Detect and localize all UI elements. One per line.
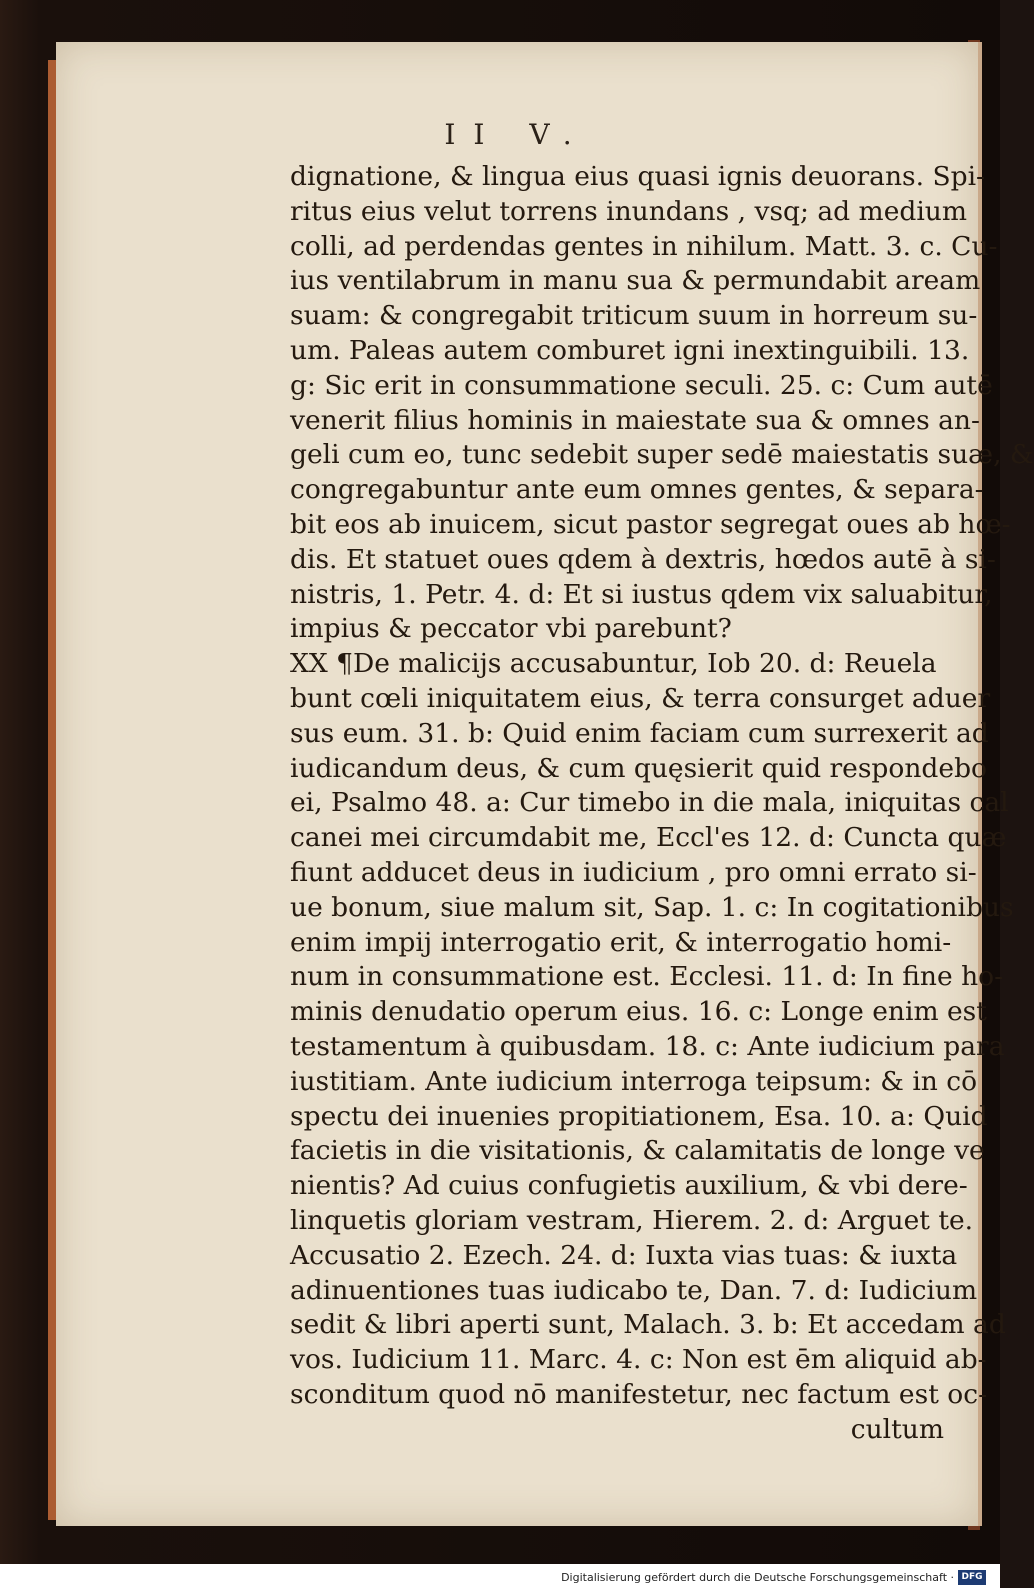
page-body — [290, 160, 1034, 1447]
dfg-logo-icon: DFG — [958, 1570, 986, 1585]
footer-credit: Digitalisierung gefördert durch die Deutsche Forschungsgemeinschaft · — [561, 1571, 954, 1584]
text-line: ritus eius velut torrens inundans , vsq; ad medium — [290, 195, 968, 227]
text-line: ei, Psalmo 48. a: Cur timebo in die mala, iniquitas cal — [290, 787, 1009, 819]
text-line: minis denudatio operum eius. 16. c: Longe enim est — [290, 996, 987, 1028]
text-line: geli cum eo, tunc sedebit super sedē maiestatis suæ, & — [290, 439, 1034, 471]
text-line: bit eos ab inuicem, sicut pastor segregat oues ab hœ- — [290, 508, 1011, 540]
page-header: II V. — [444, 118, 590, 151]
footer-bar — [0, 1564, 1000, 1588]
text-line: um. Paleas autem comburet igni inextinguibili. 13. — [290, 334, 970, 366]
text-line: colli, ad perdendas gentes in nihilum. Matt. 3. c. Cu- — [290, 230, 998, 262]
text-line: congregabuntur ante eum omnes gentes, & separa- — [290, 474, 984, 506]
text-line: linquetis gloriam vestram, Hierem. 2. d: Arguet te. — [290, 1204, 974, 1236]
text-line: adinuentiones tuas iudicabo te, Dan. 7. d: Iudicium — [290, 1274, 978, 1306]
text-line: num in consummatione est. Ecclesi. 11. d: In fine ho- — [290, 961, 1004, 993]
text-line: fiunt adducet deus in iudicium , pro omni errato si- — [290, 856, 977, 888]
text-line: sus eum. 31. b: Quid enim faciam cum surrexerit ad — [290, 717, 989, 749]
text-line: facietis in die visitationis, & calamitatis de longe ve — [290, 1135, 985, 1167]
text-line: venerit filius hominis in maiestate sua & omnes an- — [290, 404, 980, 436]
text-line: nistris, 1. Petr. 4. d: Et si iustus qdem vix saluabitur, — [290, 578, 993, 610]
text-line: iudicandum deus, & cum quęsierit quid respondebo — [290, 752, 987, 784]
text-line: impius & peccator vbi parebunt? — [290, 613, 732, 645]
text-line: spectu dei inuenies propitiationem, Esa. 10. a: Quid — [290, 1100, 988, 1132]
text-line: XX ¶De malicijs accusabuntur, Iob 20. d: Reuela — [290, 648, 937, 680]
catchword: cultum — [850, 1413, 944, 1445]
text-line: ue bonum, siue malum sit, Sap. 1. c: In cogitationibus — [290, 891, 1014, 923]
text-line: dignatione, & lingua eius quasi ignis deuorans. Spi- — [290, 161, 986, 192]
text-line: Accusatio 2. Ezech. 24. d: Iuxta vias tuas: & iuxta — [290, 1239, 958, 1271]
text-line: iustitiam. Ante iudicium interroga teipsum: & in cō — [290, 1065, 978, 1097]
text-line: canei mei circumdabit me, Eccl'es 12. d: Cuncta quæ — [290, 822, 1007, 854]
text-line: suam: & congregabit triticum suum in horreum su- — [290, 300, 978, 332]
text-line: bunt cœli iniquitatem eius, & terra consurget aduer — [290, 682, 991, 714]
text-line: testamentum à quibusdam. 18. c: Ante iudicium para — [290, 1030, 1005, 1062]
text-line: nientis? Ad cuius confugietis auxilium, & vbi dere- — [290, 1170, 968, 1202]
text-line: enim impij interrogatio erit, & interrogatio homi- — [290, 926, 952, 958]
book-page — [56, 42, 1034, 1526]
text-line: g: Sic erit in consummatione seculi. 25. c: Cum autē — [290, 369, 993, 401]
text-line: sconditum quod nō manifestetur, nec factum est oc- — [290, 1378, 988, 1410]
text-line: dis. Et statuet oues qdem à dextris, hœdos autē à si- — [290, 543, 996, 575]
text-line: vos. Iudicium 11. Marc. 4. c: Non est ēm aliquid ab- — [290, 1344, 987, 1376]
text-line: ius ventilabrum in manu sua & permundabit aream — [290, 265, 981, 297]
text-line: sedit & libri aperti sunt, Malach. 3. b: Et accedam ad — [290, 1309, 1006, 1341]
